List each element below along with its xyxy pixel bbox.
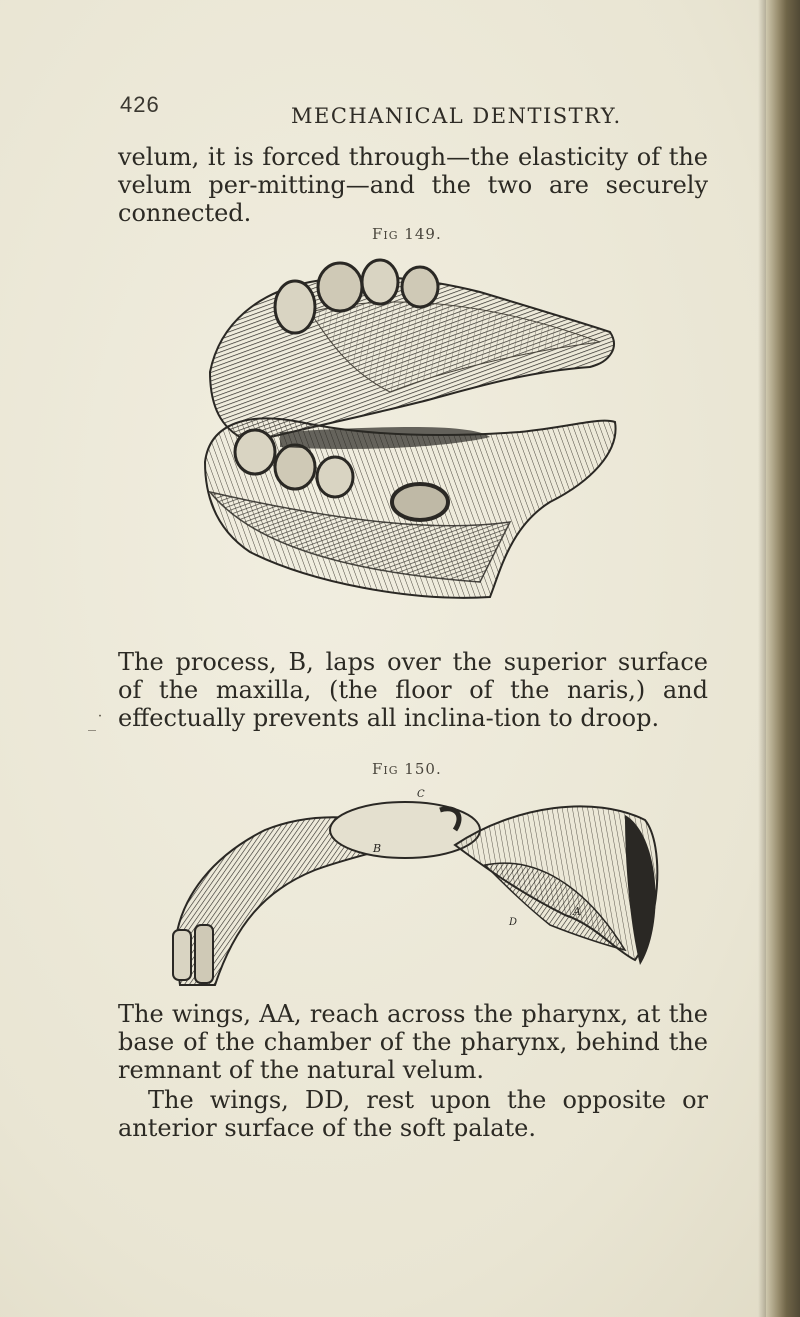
paragraph-process-b: [118, 648, 708, 732]
paragraph-text: The process, B, laps over the superior surface of the maxilla, (the floor of the naris,) and effectually prevents all inclina-tion to droop.: [118, 648, 708, 732]
label-d: D: [509, 917, 518, 928]
paragraph-continued: [118, 143, 708, 227]
label-b: B: [373, 842, 382, 855]
margin-mark: _˙: [88, 712, 104, 731]
label-c: C: [417, 789, 425, 800]
label-a: A: [573, 905, 581, 918]
figure-caption-149: Fig 149.: [372, 225, 442, 243]
paragraph-text: The wings, AA, reach across the pharynx, at the base of the chamber of the pharynx, behind the remnant of the natural velum.: [118, 1000, 708, 1084]
page-number: 426: [120, 92, 160, 117]
figure-caption-150: Fig 150.: [372, 760, 442, 778]
figure-150-illustration: [155, 775, 675, 990]
paragraph-wings-aa: [118, 1000, 708, 1084]
running-title: MECHANICAL DENTISTRY.: [291, 104, 622, 128]
book-spine: [766, 0, 800, 1317]
figure-149-illustration: [190, 252, 630, 612]
page-gutter-shadow: [758, 0, 766, 1317]
paragraph-text: The wings, DD, rest upon the opposite or anterior surface of the soft palate.: [118, 1086, 708, 1142]
paragraph-wings-dd: [118, 1086, 708, 1142]
paragraph-text: velum, it is forced through—the elasticity of the velum per-mitting—and the two are securely connected.: [118, 143, 708, 227]
